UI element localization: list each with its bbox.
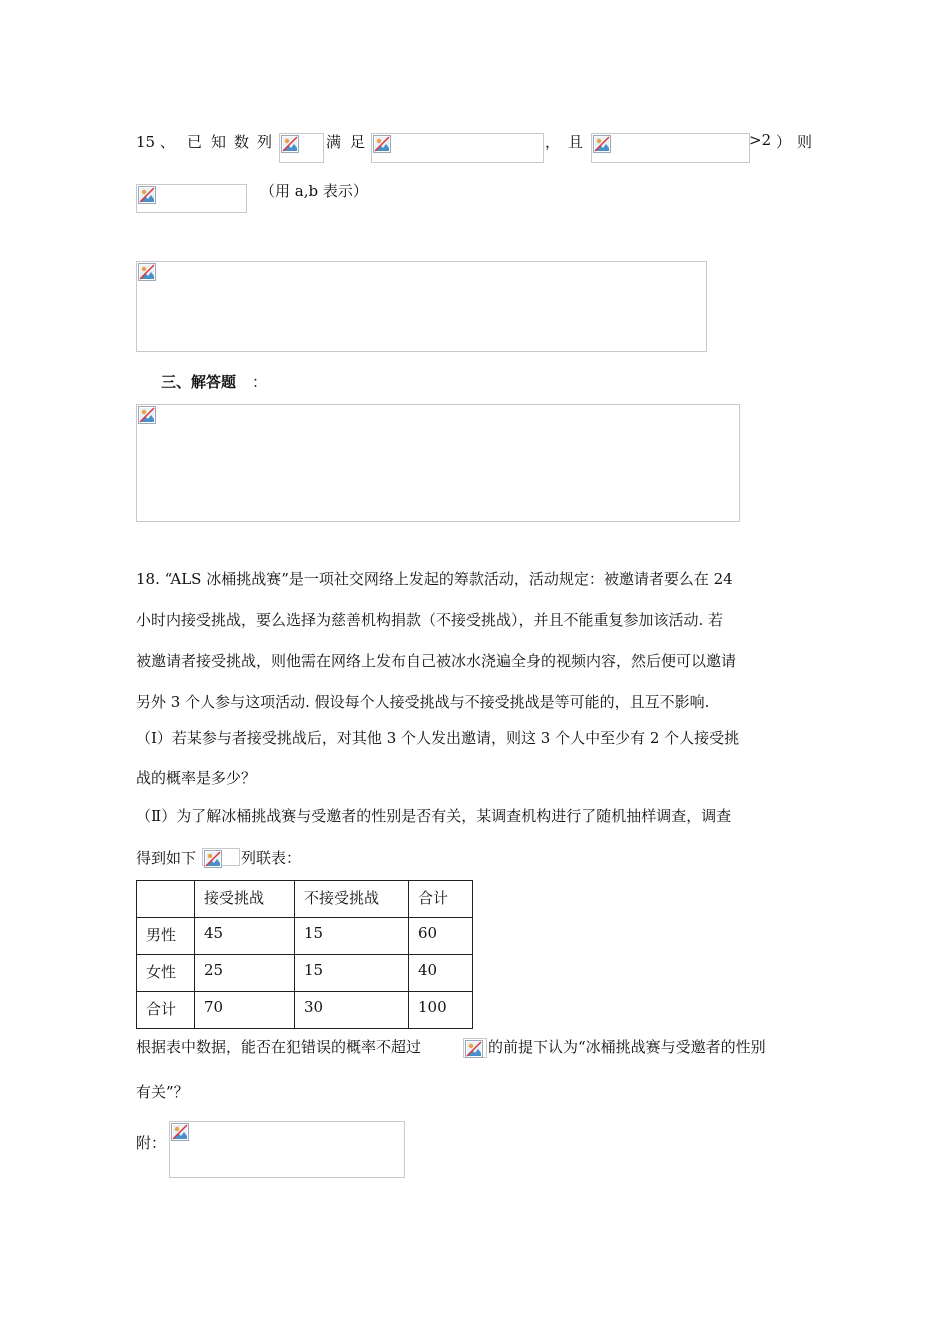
- table-cell: 不接受挑战: [295, 881, 409, 918]
- table-cell: 25: [195, 955, 295, 992]
- q18-line: 另外 3 个人参与这项活动. 假设每个人接受挑战与不接受挑战是等可能的，且互不影响.: [136, 693, 710, 711]
- table-header-row: [137, 881, 473, 918]
- broken-image-icon: [204, 850, 222, 868]
- broken-image-icon: [138, 186, 156, 204]
- appendix-formula-image: [169, 1121, 405, 1178]
- broken-image-icon: [373, 135, 391, 153]
- table-cell: 60: [409, 918, 473, 955]
- q18-question-suffix: 的前提下认为“冰桶挑战赛与受邀者的性别: [488, 1038, 766, 1056]
- q15-paren: ）: [776, 133, 792, 151]
- formula-image-2x2: [202, 848, 240, 866]
- table-cell: 100: [409, 992, 473, 1029]
- formula-image-alpha: [463, 1038, 487, 1058]
- table-cell: 70: [195, 992, 295, 1029]
- q15-text: 列: [257, 133, 273, 151]
- table-row: [137, 992, 473, 1029]
- q18-part2-line: （Ⅱ）为了解冰桶挑战赛与受邀者的性别是否有关，某调查机构进行了随机抽样调查，调查: [136, 807, 732, 825]
- broken-image-icon: [593, 135, 611, 153]
- q15-comma: ，: [545, 133, 561, 151]
- table-cell: 40: [409, 955, 473, 992]
- appendix-label: 附：: [136, 1134, 167, 1152]
- q15-condition: >2: [749, 131, 772, 149]
- q18-question-prefix: 根据表中数据，能否在犯错误的概率不超过: [136, 1038, 422, 1056]
- q15-text: 满: [326, 133, 342, 151]
- q18-part1-line: 战的概率是多少？: [136, 769, 257, 787]
- table-cell: 合计: [137, 992, 195, 1029]
- question-number: 15 、: [136, 133, 175, 151]
- table-cell: 45: [195, 918, 295, 955]
- formula-image-answer: [136, 184, 247, 213]
- table-cell: 男性: [137, 918, 195, 955]
- section-title: 三、解答题: [161, 373, 237, 391]
- question-17-image: [136, 404, 740, 522]
- table-row: [137, 955, 473, 992]
- q18-line: 被邀请者接受挑战，则他需在网络上发布自己被冰水浇遍全身的视频内容，然后便可以邀请: [136, 652, 737, 670]
- q18-line: 18. “ALS 冰桶挑战赛”是一项社交网络上发起的筹款活动，活动规定：被邀请者要么在 24: [136, 570, 733, 588]
- formula-image-recurrence: [591, 133, 750, 163]
- table-cell: 接受挑战: [195, 881, 295, 918]
- q15-text: 数: [234, 133, 250, 151]
- broken-image-icon: [138, 406, 156, 424]
- table-cell: 15: [295, 918, 409, 955]
- broken-image-icon: [138, 263, 156, 281]
- contingency-table: [136, 880, 473, 1029]
- q15-text: 足: [350, 133, 366, 151]
- q15-text: 知: [211, 133, 227, 151]
- table-cell: 15: [295, 955, 409, 992]
- table-row: [137, 918, 473, 955]
- formula-image-initial-terms: [371, 133, 544, 163]
- table-cell: 30: [295, 992, 409, 1029]
- q18-part1-line: （Ⅰ）若某参与者接受挑战后，对其他 3 个人发出邀请，则这 3 个人中至少有 2 个人接受挑: [136, 729, 740, 747]
- table-cell: 合计: [409, 881, 473, 918]
- q15-hint: （用 a,b 表示）: [260, 182, 368, 200]
- q15-text: 则: [797, 133, 813, 151]
- question-16-17-image: [136, 261, 707, 352]
- broken-image-icon: [465, 1040, 483, 1058]
- q18-question-line2: 有关”？: [136, 1083, 189, 1101]
- section-colon: ：: [252, 373, 268, 391]
- q18-line: 小时内接受挑战，要么选择为慈善机构捐款（不接受挑战），并且不能重复参加该活动. 若: [136, 611, 724, 629]
- q18-part2-prefix: 得到如下: [136, 849, 197, 867]
- broken-image-icon: [171, 1123, 189, 1141]
- q15-text: 且: [568, 133, 584, 151]
- formula-image-sequence: [279, 133, 324, 163]
- q15-text: 已: [187, 133, 203, 151]
- table-cell: [137, 881, 195, 918]
- broken-image-icon: [281, 135, 299, 153]
- q18-part2-suffix: 列联表：: [241, 849, 302, 867]
- table-cell: 女性: [137, 955, 195, 992]
